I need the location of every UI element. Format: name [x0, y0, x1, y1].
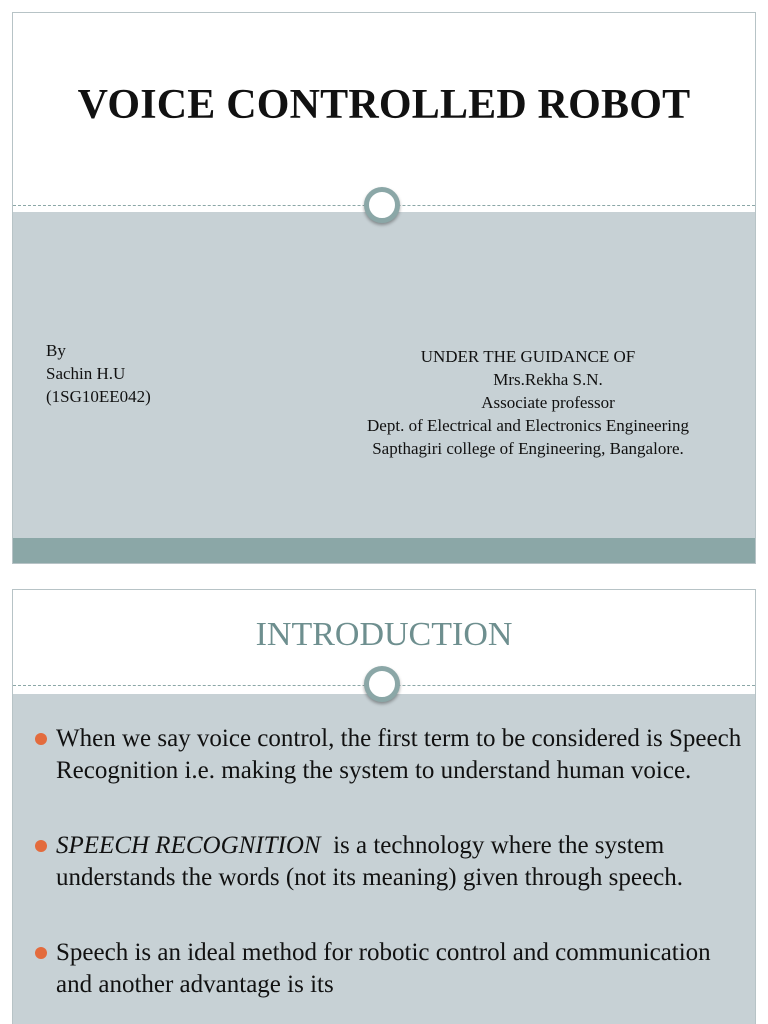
guidance-heading: UNDER THE GUIDANCE OF [420, 347, 636, 366]
bullet-icon [35, 840, 47, 852]
list-item [35, 723, 745, 787]
bullet-text: When we say voice control, the first term to be considered is Speech Recognition i.e. making the system to understand human voice. [56, 725, 742, 784]
slide-title: VOICE CONTROLLED ROBOT [77, 82, 691, 128]
author-info [46, 339, 151, 408]
bullet-list [35, 723, 745, 1024]
guide-name: Mrs.Rekha S.N. [493, 370, 603, 389]
list-item [35, 937, 745, 1001]
introduction-slide [12, 589, 756, 1024]
author-name: Sachin H.U [46, 364, 126, 383]
circle-ornament-icon [364, 187, 400, 223]
guide-designation: Associate professor [481, 393, 615, 412]
bullet-text: is a technology where the system understands the words (not its meaning) given through speech. [56, 832, 683, 891]
bullet-text: Speech is an ideal method for robotic control and communication and another advantage is its [56, 939, 711, 998]
guide-department: Dept. of Electrical and Electronics Engineering [367, 416, 689, 435]
guidance-info [313, 345, 743, 460]
circle-ornament-icon [364, 666, 400, 702]
bullet-icon [35, 947, 47, 959]
footer-bar [13, 538, 755, 563]
slide-title: INTRODUCTION [255, 616, 513, 653]
guide-college: Sapthagiri college of Engineering, Bangalore. [372, 439, 684, 458]
bullet-icon [35, 733, 47, 745]
bullet-term: SPEECH RECOGNITION [56, 832, 321, 859]
author-usn: (1SG10EE042) [46, 387, 151, 406]
author-by: By [46, 341, 66, 360]
list-item [35, 830, 745, 894]
title-slide [12, 12, 756, 564]
